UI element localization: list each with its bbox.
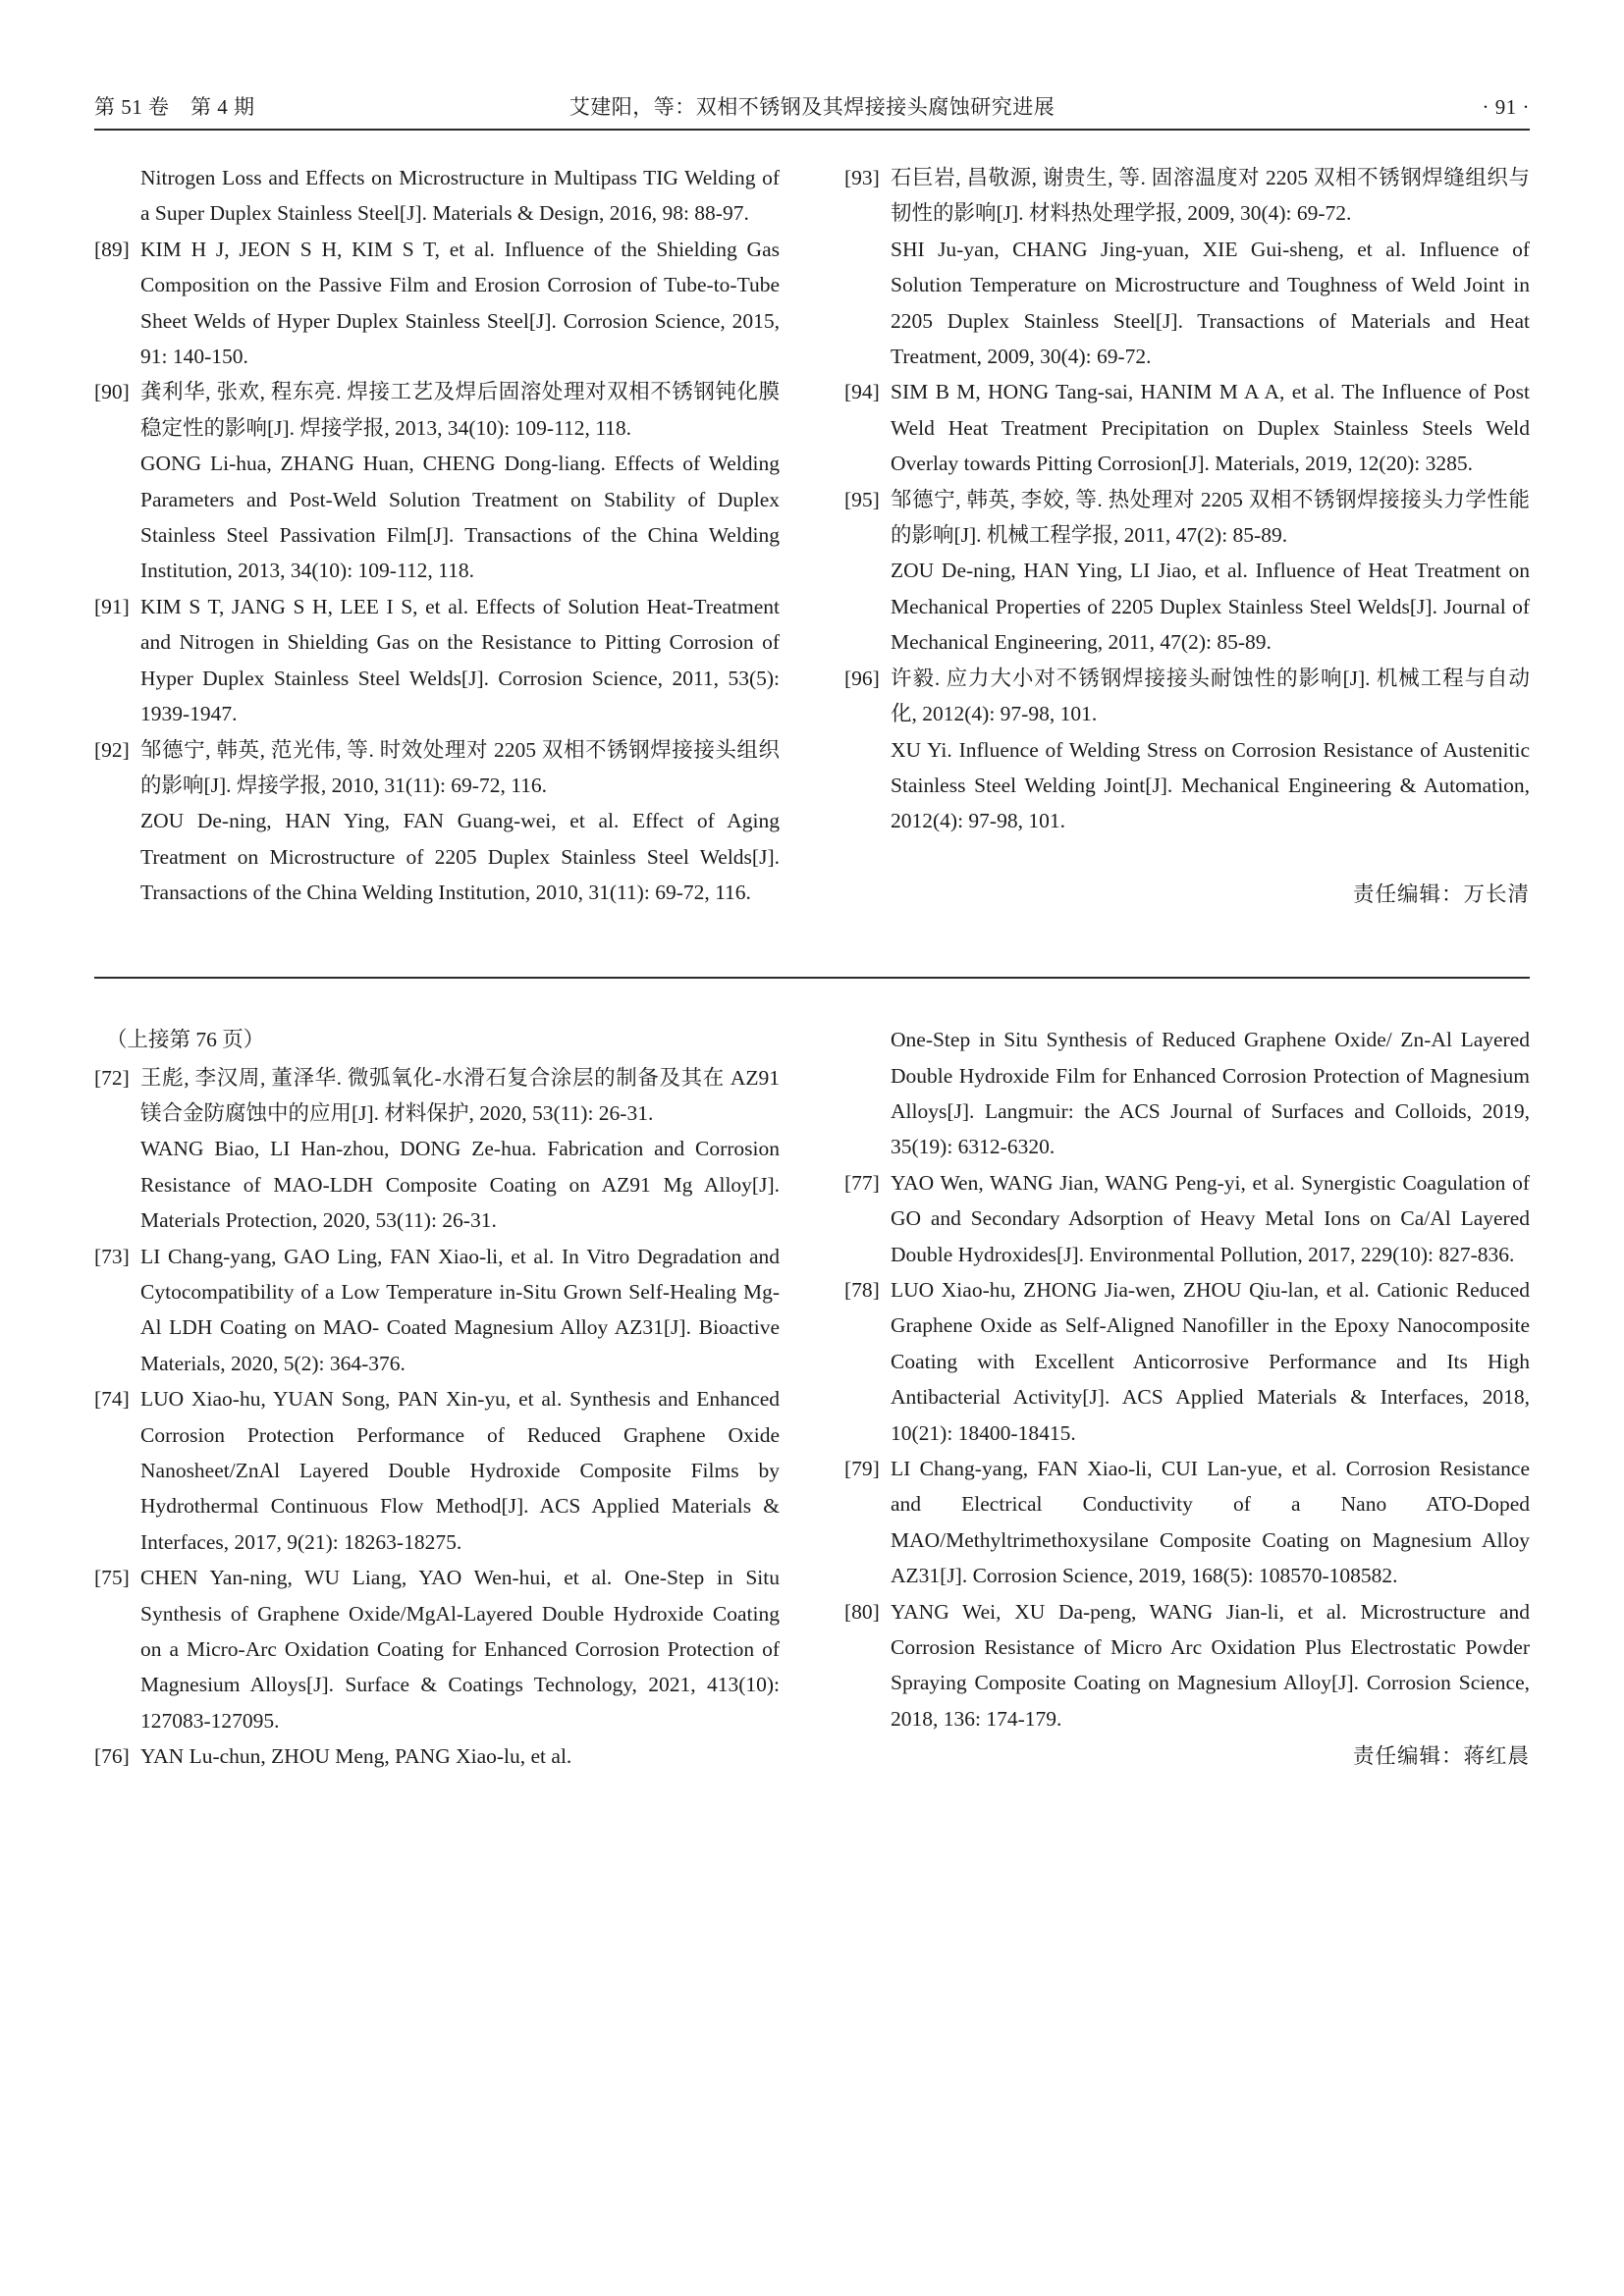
reference-entry bbox=[94, 589, 780, 732]
reference-text: SHI Ju-yan, CHANG Jing-yuan, XIE Gui-sheng, et al. Influence of Solution Temperature on Microstructure and Toughness of Weld Joint in 2205 Duplex Stainless Steel[J]. Transactions of Materials and Heat Treatment, 2009, 30(4): 69-72. bbox=[891, 237, 1530, 369]
reference-body bbox=[140, 589, 780, 732]
reference-number: [79] bbox=[844, 1457, 880, 1480]
reference-number: [72] bbox=[94, 1065, 130, 1090]
reference-entry bbox=[844, 1022, 1530, 1165]
reference-number: [89] bbox=[94, 237, 130, 261]
reference-text: One-Step in Situ Synthesis of Reduced Graphene Oxide/ Zn-Al Layered Double Hydroxide Film for Enhanced Corrosion Protection of Magnesium Alloys[J]. Langmuir: the ACS Journal of Surfaces and Colloids, 2019, 35(19): 6312-6320. bbox=[891, 1028, 1530, 1159]
reference-number: [96] bbox=[844, 666, 880, 690]
reference-number: [94] bbox=[844, 380, 880, 404]
reference-number: [75] bbox=[94, 1566, 130, 1590]
reference-text: LUO Xiao-hu, YUAN Song, PAN Xin-yu, et al. Synthesis and Enhanced Corrosion Protection Performance of Reduced Graphene Oxide Nanosheet/ZnAl Layered Double Hydroxide Composite Films by Hydrothermal Continuous Flow Method[J]. ACS Applied Materials & Interfaces, 2017, 9(21): 18263-18275. bbox=[140, 1387, 780, 1554]
reference-text: 许毅. 应力大小对不锈钢焊接接头耐蚀性的影响[J]. 机械工程与自动化, 2012(4): 97-98, 101. bbox=[891, 666, 1530, 726]
top-right-refs bbox=[844, 160, 1530, 839]
reference-text: 邹德宁, 韩英, 范光伟, 等. 时效处理对 2205 双相不锈钢焊接接头组织的影响[J]. 焊接学报, 2010, 31(11): 69-72, 116. bbox=[140, 737, 780, 797]
page-header bbox=[94, 94, 1530, 131]
reference-text: KIM H J, JEON S H, KIM S T, et al. Influence of the Shielding Gas Composition on the Passive Film and Erosion Corrosion of Tube-to-Tube Sheet Welds of Hyper Duplex Stainless Steel[J]. Corrosion Science, 2015, 91: 140-150. bbox=[140, 237, 780, 369]
reference-text: ZOU De-ning, HAN Ying, LI Jiao, et al. Influence of Heat Treatment on Mechanical Properties of 2205 Duplex Stainless Steel Welds[J]. Journal of Mechanical Engineering, 2011, 47(2): 85-89. bbox=[891, 559, 1530, 655]
reference-entry bbox=[94, 1560, 780, 1738]
reference-body bbox=[140, 160, 780, 232]
reference-entry bbox=[844, 1272, 1530, 1451]
reference-text: CHEN Yan-ning, WU Liang, YAO Wen-hui, et al. One-Step in Situ Synthesis of Graphene Oxide/MgAl-Layered Double Hydroxide Coating on a Micro-Arc Oxidation Coating for Enhanced Corrosion Protection of Magnesium Alloys[J]. Surface & Coatings Technology, 2021, 413(10): 127083-127095. bbox=[140, 1566, 780, 1733]
reference-entry bbox=[94, 1738, 780, 1774]
reference-entry bbox=[94, 374, 780, 588]
bottom-left-refs bbox=[94, 1060, 780, 1775]
reference-text: 王彪, 李汉周, 董泽华. 微弧氧化-水滑石复合涂层的制备及其在 AZ91 镁合金防腐蚀中的应用[J]. 材料保护, 2020, 53(11): 26-31. bbox=[140, 1065, 780, 1125]
bottom-left-column bbox=[94, 1022, 780, 1775]
reference-body bbox=[140, 1560, 780, 1738]
running-title: 艾建阳，等：双相不锈钢及其焊接接头腐蚀研究进展 bbox=[568, 95, 1056, 119]
reference-body bbox=[140, 1060, 780, 1239]
bottom-right-column bbox=[844, 1022, 1530, 1775]
reference-number bbox=[94, 160, 140, 232]
top-right-column bbox=[844, 160, 1530, 912]
managing-editor-note: 责任编辑：万长清 bbox=[1352, 881, 1530, 906]
reference-body bbox=[140, 1381, 780, 1560]
reference-body bbox=[891, 374, 1530, 481]
reference-entry bbox=[844, 374, 1530, 481]
section-divider bbox=[94, 977, 1530, 979]
reference-entry bbox=[94, 160, 780, 232]
reference-text: LUO Xiao-hu, ZHONG Jia-wen, ZHOU Qiu-lan, et al. Cationic Reduced Graphene Oxide as Self-Aligned Nanofiller in the Epoxy Nanocomposite Coating with Excellent Anticorrosive Performance and Its High Antibacterial Activity[J]. ACS Applied Materials & Interfaces, 2018, 10(21): 18400-18415. bbox=[891, 1277, 1530, 1445]
continued-from-note: （上接第 76 页） bbox=[106, 1028, 265, 1052]
reference-body bbox=[891, 160, 1530, 374]
reference-text: YAO Wen, WANG Jian, WANG Peng-yi, et al. Synergistic Coagulation of GO and Secondary Adsorption of Heavy Metal Ions on Ca/Al Layered Double Hydroxides[J]. Environmental Pollution, 2017, 229(10): 827-836. bbox=[891, 1170, 1530, 1266]
reference-entry bbox=[94, 1381, 780, 1560]
reference-text: WANG Biao, LI Han-zhou, DONG Ze-hua. Fabrication and Corrosion Resistance of MAO-LDH Composite Coating on AZ91 Mg Alloy[J]. Materials Protection, 2020, 53(11): 26-31. bbox=[140, 1137, 780, 1233]
bottom-right-refs bbox=[844, 1022, 1530, 1736]
top-left-column bbox=[94, 160, 780, 912]
reference-text: Nitrogen Loss and Effects on Microstructure in Multipass TIG Welding of a Super Duplex Stainless Steel[J]. Materials & Design, 2016, 98: 88-97. bbox=[140, 166, 780, 226]
reference-text: 邹德宁, 韩英, 李姣, 等. 热处理对 2205 双相不锈钢焊接接头力学性能的影响[J]. 机械工程学报, 2011, 47(2): 85-89. bbox=[891, 487, 1530, 548]
reference-number: [90] bbox=[94, 380, 130, 404]
reference-number: [93] bbox=[844, 166, 880, 189]
reference-entry bbox=[844, 1165, 1530, 1272]
reference-body bbox=[891, 482, 1530, 661]
references-section-bottom bbox=[94, 1022, 1530, 1775]
reference-body bbox=[140, 1239, 780, 1382]
reference-number: [77] bbox=[844, 1170, 880, 1195]
reference-number: [80] bbox=[844, 1599, 880, 1624]
managing-editor-note: 责任编辑：蒋红晨 bbox=[1352, 1744, 1530, 1769]
reference-text: KIM S T, JANG S H, LEE I S, et al. Effects of Solution Heat-Treatment and Nitrogen in Shielding Gas on the Resistance to Pitting Corrosion of Hyper Duplex Stainless Steel Welds[J]. Corrosion Science, 2011, 53(5): 1939-1947. bbox=[140, 594, 780, 726]
reference-number: [92] bbox=[94, 737, 130, 762]
reference-text: LI Chang-yang, FAN Xiao-li, CUI Lan-yue, et al. Corrosion Resistance and Electrical Conductivity of a Nano ATO-Doped MAO/Methyltrimethoxysilane Composite Coating on Magnesium Alloy AZ31[J]. Corrosion Science, 2019, 168(5): 108570-108582. bbox=[891, 1457, 1530, 1588]
reference-number: [78] bbox=[844, 1277, 880, 1302]
page-number: · 91 · bbox=[1482, 95, 1530, 119]
reference-text: SIM B M, HONG Tang-sai, HANIM M A A, et al. The Influence of Post Weld Heat Treatment Precipitation on Duplex Stainless Steels Weld Overlay towards Pitting Corrosion[J]. Materials, 2019, 12(20): 3285. bbox=[891, 380, 1530, 476]
reference-body bbox=[891, 1594, 1530, 1737]
reference-entry bbox=[844, 1451, 1530, 1594]
reference-body bbox=[891, 1165, 1530, 1272]
reference-body bbox=[891, 1451, 1530, 1594]
reference-text: GONG Li-hua, ZHANG Huan, CHENG Dong-liang. Effects of Welding Parameters and Post-Weld Solution Treatment on Stability of Duplex Stainless Steel Passivation Film[J]. Transactions of the China Welding Institution, 2013, 34(10): 109-112, 118. bbox=[140, 452, 780, 583]
reference-body bbox=[140, 1738, 780, 1774]
reference-body bbox=[891, 661, 1530, 839]
reference-entry bbox=[844, 482, 1530, 661]
reference-entry bbox=[844, 661, 1530, 839]
reference-body bbox=[140, 232, 780, 375]
reference-text: XU Yi. Influence of Welding Stress on Corrosion Resistance of Austenitic Stainless Steel Welding Joint[J]. Mechanical Engineering & Automation, 2012(4): 97-98, 101. bbox=[891, 737, 1530, 833]
reference-number: [91] bbox=[94, 594, 130, 618]
reference-text: 龚利华, 张欢, 程东亮. 焊接工艺及焊后固溶处理对双相不锈钢钝化膜稳定性的影响[J]. 焊接学报, 2013, 34(10): 109-112, 118. bbox=[140, 380, 780, 440]
reference-entry bbox=[94, 232, 780, 375]
reference-number: [95] bbox=[844, 487, 880, 511]
reference-text: 石巨岩, 昌敬源, 谢贵生, 等. 固溶温度对 2205 双相不锈钢焊缝组织与韧性的影响[J]. 材料热处理学报, 2009, 30(4): 69-72. bbox=[891, 166, 1530, 226]
reference-text: ZOU De-ning, HAN Ying, FAN Guang-wei, et al. Effect of Aging Treatment on Microstructure of 2205 Duplex Stainless Steel Welds[J]. Transactions of the China Welding Institution, 2010, 31(11): 69-72, 116. bbox=[140, 809, 780, 905]
volume-issue: 第 51 卷 第 4 期 bbox=[94, 95, 255, 119]
reference-text: YANG Wei, XU Da-peng, WANG Jian-li, et al. Microstructure and Corrosion Resistance of Micro Arc Oxidation Plus Electrostatic Powder Spraying Composite Coating on Magnesium Alloy[J]. Corrosion Science, 2018, 136: 174-179. bbox=[891, 1599, 1530, 1731]
reference-entry bbox=[94, 1060, 780, 1239]
reference-entry bbox=[94, 732, 780, 911]
reference-number: [73] bbox=[94, 1244, 130, 1268]
reference-number: [76] bbox=[94, 1744, 130, 1769]
reference-entry bbox=[844, 1594, 1530, 1737]
reference-body bbox=[891, 1272, 1530, 1451]
reference-text: YAN Lu-chun, ZHOU Meng, PANG Xiao-lu, et al. bbox=[140, 1744, 572, 1769]
reference-entry bbox=[94, 1239, 780, 1382]
reference-body bbox=[891, 1022, 1530, 1165]
references-section-top bbox=[94, 160, 1530, 912]
reference-entry bbox=[844, 160, 1530, 374]
reference-body bbox=[140, 732, 780, 911]
reference-number bbox=[844, 1022, 891, 1165]
reference-text: LI Chang-yang, GAO Ling, FAN Xiao-li, et al. In Vitro Degradation and Cytocompatibility of a Low Temperature in-Situ Grown Self-Healing Mg-Al LDH Coating on MAO- Coated Magnesium Alloy AZ31[J]. Bioactive Materials, 2020, 5(2): 364-376. bbox=[140, 1244, 780, 1375]
reference-number: [74] bbox=[94, 1387, 130, 1412]
reference-body bbox=[140, 374, 780, 588]
